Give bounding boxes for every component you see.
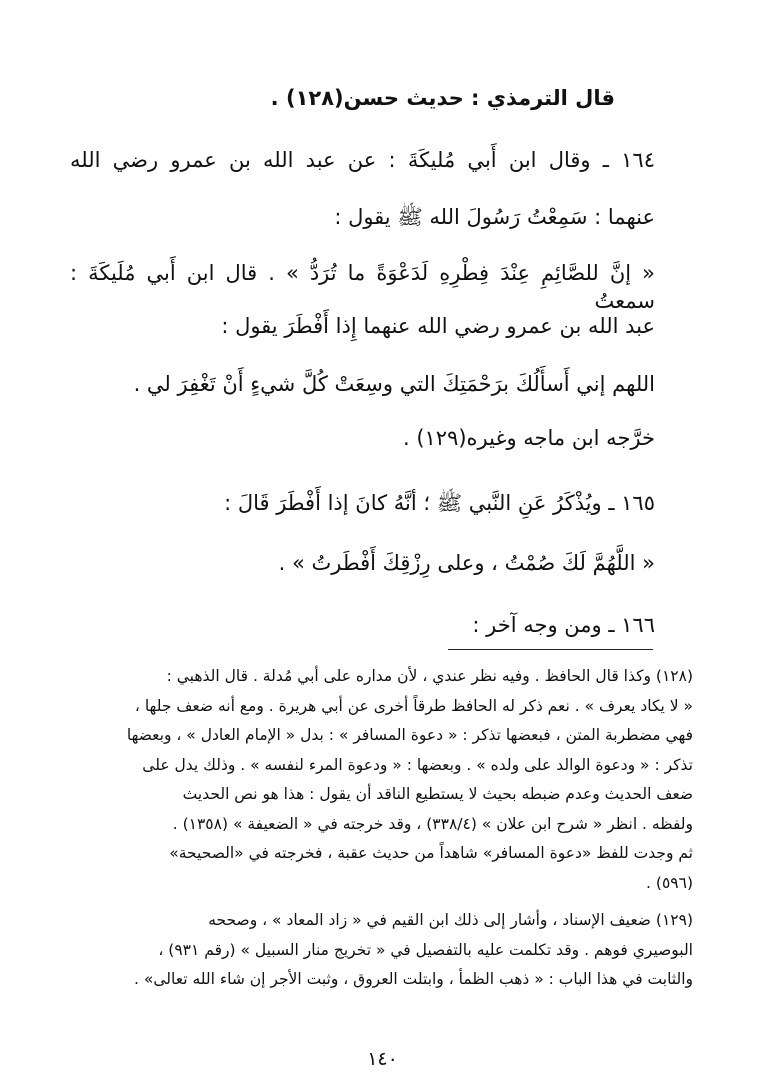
hadith-165-line: « اللَّهُمَّ لَكَ صُمْتُ ، وعلى رِزْقِكَ أَفْطَرتُ » . [278, 551, 655, 575]
hadith-165-line: ١٦٥ ـ ويُذْكَرُ عَنِ النَّبي ﷺ ؛ أنَّهُ كانَ إذا أَفْطَرَ قَالَ : [224, 491, 655, 515]
tirmidhi-verdict-line: قال الترمذي : حديث حسن(١٢٨) . [270, 86, 615, 110]
footnote-129-line: (١٢٩) ضعيف الإسناد ، وأشار إلى ذلك ابن القيم في « زاد المعاد » ، وصححه [208, 911, 693, 929]
hadith-164-line: عنهما : سَمِعْتُ رَسُولَ الله ﷺ يقول : [334, 205, 655, 229]
takhrij-line: خرَّجه ابن ماجه وغيره(١٢٩) . [402, 426, 655, 450]
footnote-128-addendum: (٥٩٦) . [646, 873, 693, 892]
footnote-128-addendum: ثم وجدت للفظ «دعوة المسافر» شاهداً من حديث عقبة ، فخرجته في «الصحيحة» [169, 844, 693, 862]
hadith-164-line: ١٦٤ ـ وقال ابن أَبي مُليكَةَ : عن عبد الله بن عمرو رضي الله [70, 148, 655, 172]
footnotes-block [68, 662, 693, 995]
footnote-129-line: البوصيري فوهم . وقد تكلمت عليه بالتفصيل في « تخريج منار السبيل » (رقم ٩٣١) ، [158, 940, 693, 959]
footnote-128-line: تذكر : « ودعوة الوالد على ولده » . وبعضها : « ودعوة المرء لنفسه » . وذلك يدل على [142, 755, 693, 774]
page-number: ١٤٠ [367, 1048, 398, 1070]
hadith-164-line: عبد الله بن عمرو رضي الله عنهما إِذا أَفْطَرَ يقول : [221, 314, 655, 338]
footnote-separator [448, 649, 653, 650]
footnote-128-line: فهي مضطربة المتن ، فبعضها تذكر : « دعوة المسافر » : بدل « الإمام العادل » ، وبعضها [126, 726, 693, 744]
footnote-128-line: (١٢٨) وكذا قال الحافظ . وفيه نظر عندي ، لأن مداره على أبي مُدلة . قال الذهبي : [166, 667, 693, 685]
footnote-128-line: « لا يكاد يعرف » . نعم ذكر له الحافظ طرقاً أخرى عن أبي هريرة . ومع أنه ضعف جلها ، [134, 696, 693, 715]
hadith-164-line: « إنَّ للصَّائِمِ عِنْدَ فِطْرِهِ لَدَعْوَةً ما تُرَدُّ » . قال ابن أَبي مُلَيكَةَ : سمعتُ [70, 261, 655, 313]
dua-line: اللهم إني أَسأَلُكَ برَحْمَتِكَ التي وسِعَتْ كُلَّ شيءٍ أَنْ تَغْفِرَ لي . [133, 372, 655, 396]
footnote-128-line: ضعف الحديث وعدم ضبطه بحيث لا يستطيع الناقد أن يقول : هذا هو نص الحديث [182, 785, 693, 803]
hadith-166-line: ١٦٦ ـ ومن وجه آخر : [472, 613, 655, 637]
footnote-129-line: والثابت في هذا الباب : « ذهب الظمأ ، وابتلت العروق ، وثبت الأجر إن شاء الله تعالى» . [134, 970, 693, 988]
footnote-128-line: ولفظه . انظر « شرح ابن علان » (٣٣٨/٤) ، وقد خرجته في « الضعيفة » (١٣٥٨) . [172, 814, 693, 833]
